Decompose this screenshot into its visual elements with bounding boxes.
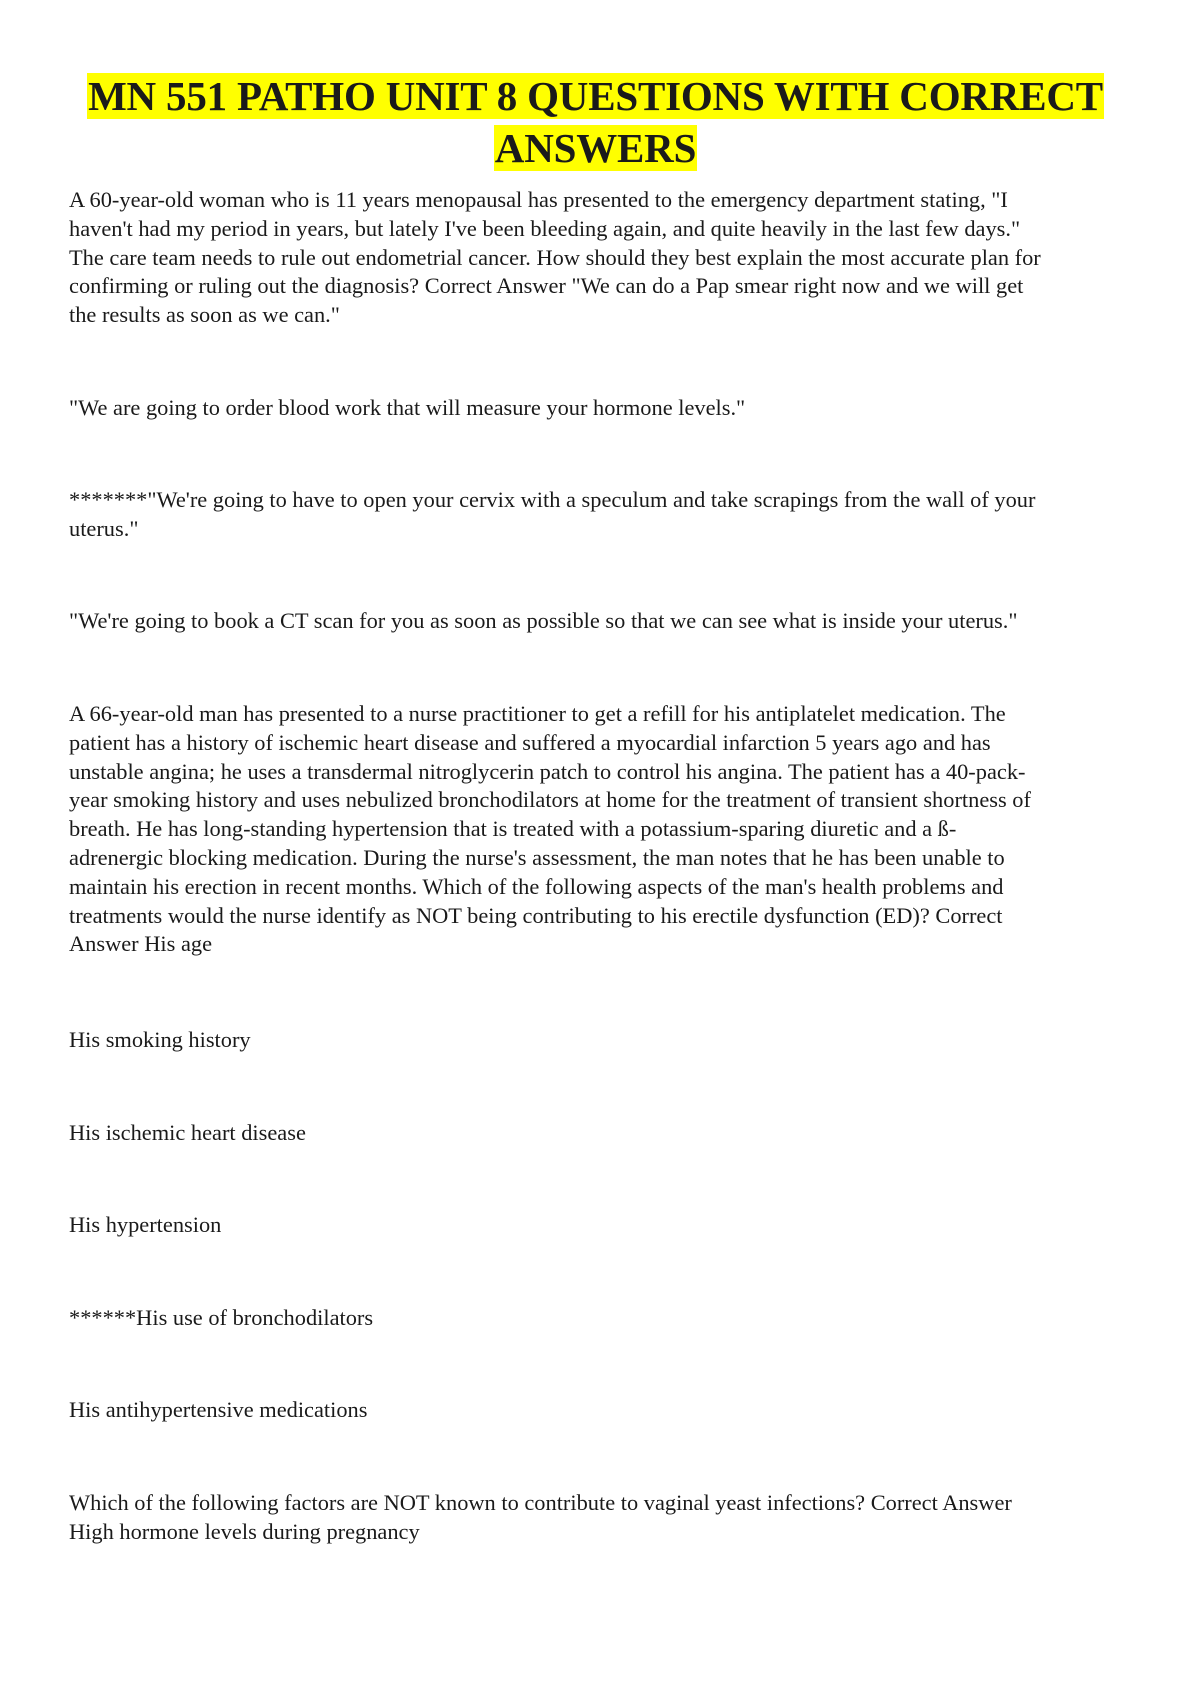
- text-line: His smoking history: [69, 1027, 251, 1052]
- text-line: uterus.": [69, 515, 139, 541]
- text-line: maintain his erection in recent months. Which of the following aspects of the man's health problems and: [69, 873, 1004, 899]
- text-line: His hypertension: [69, 1212, 222, 1237]
- text-line: ******His use of bronchodilators: [69, 1305, 374, 1330]
- question-2-option: [69, 1026, 1125, 1055]
- question-1-option-marked: [69, 486, 1125, 544]
- question-2-option-marked: [69, 1304, 1125, 1333]
- text-line: year smoking history and uses nebulized bronchodilators at home for the treatment of transient shortness of: [69, 787, 1031, 813]
- document-title: [69, 70, 1122, 174]
- text-line: treatments would the nurse identify as NOT being contributing to his erectile dysfunction (ED)? Correct: [69, 902, 1003, 928]
- text-line: His ischemic heart disease: [69, 1120, 306, 1145]
- text-line: Which of the following factors are NOT known to contribute to vaginal yeast infections? Correct Answer: [69, 1490, 1012, 1515]
- text-line: patient has a history of ischemic heart disease and suffered a myocardial infarction 5 years ago and has: [69, 729, 991, 755]
- text-line: "We are going to order blood work that will measure your hormone levels.": [69, 395, 746, 420]
- question-1-text: [69, 186, 1125, 330]
- text-line: unstable angina; he uses a transdermal nitroglycerin patch to control his angina. The patient has a 40-pack-: [69, 758, 1026, 784]
- text-line: the results as soon as we can.": [69, 302, 340, 328]
- question-3-text: [69, 1489, 1125, 1547]
- question-2-text: [69, 700, 1125, 959]
- text-line: High hormone levels during pregnancy: [69, 1518, 420, 1544]
- text-line: A 60-year-old woman who is 11 years menopausal has presented to the emergency department stating, "I: [69, 187, 1008, 212]
- text-line: The care team needs to rule out endometrial cancer. How should they best explain the most accurate plan for: [69, 244, 1041, 270]
- question-1-option: [69, 394, 1125, 423]
- text-line: *******"We're going to have to open your cervix with a speculum and take scrapings from the wall of your: [69, 487, 1036, 512]
- question-2-option: [69, 1211, 1125, 1240]
- text-line: confirming or ruling out the diagnosis? Correct Answer "We can do a Pap smear right now and we will get: [69, 273, 1024, 299]
- text-line: breath. He has long-standing hypertension that is treated with a potassium-sparing diuretic and a ß-: [69, 816, 957, 842]
- text-line: adrenergic blocking medication. During the nurse's assessment, the man notes that he has been unable to: [69, 844, 1005, 870]
- text-line: A 66-year-old man has presented to a nurse practitioner to get a refill for his antiplatelet medication. The: [69, 701, 1006, 726]
- question-2-option: [69, 1396, 1125, 1425]
- text-line: Answer His age: [69, 931, 213, 957]
- text-line: "We're going to book a CT scan for you as soon as possible so that we can see what is inside your uterus.": [69, 608, 1018, 633]
- text-line: haven't had my period in years, but lately I've been bleeding again, and quite heavily in the last few days.": [69, 215, 1021, 241]
- title-line-2: ANSWERS: [494, 125, 697, 171]
- question-2-option: [69, 1119, 1125, 1148]
- title-line-1: MN 551 PATHO UNIT 8 QUESTIONS WITH CORRECT: [88, 73, 1103, 119]
- text-line: His antihypertensive medications: [69, 1397, 368, 1422]
- question-1-option: [69, 607, 1125, 636]
